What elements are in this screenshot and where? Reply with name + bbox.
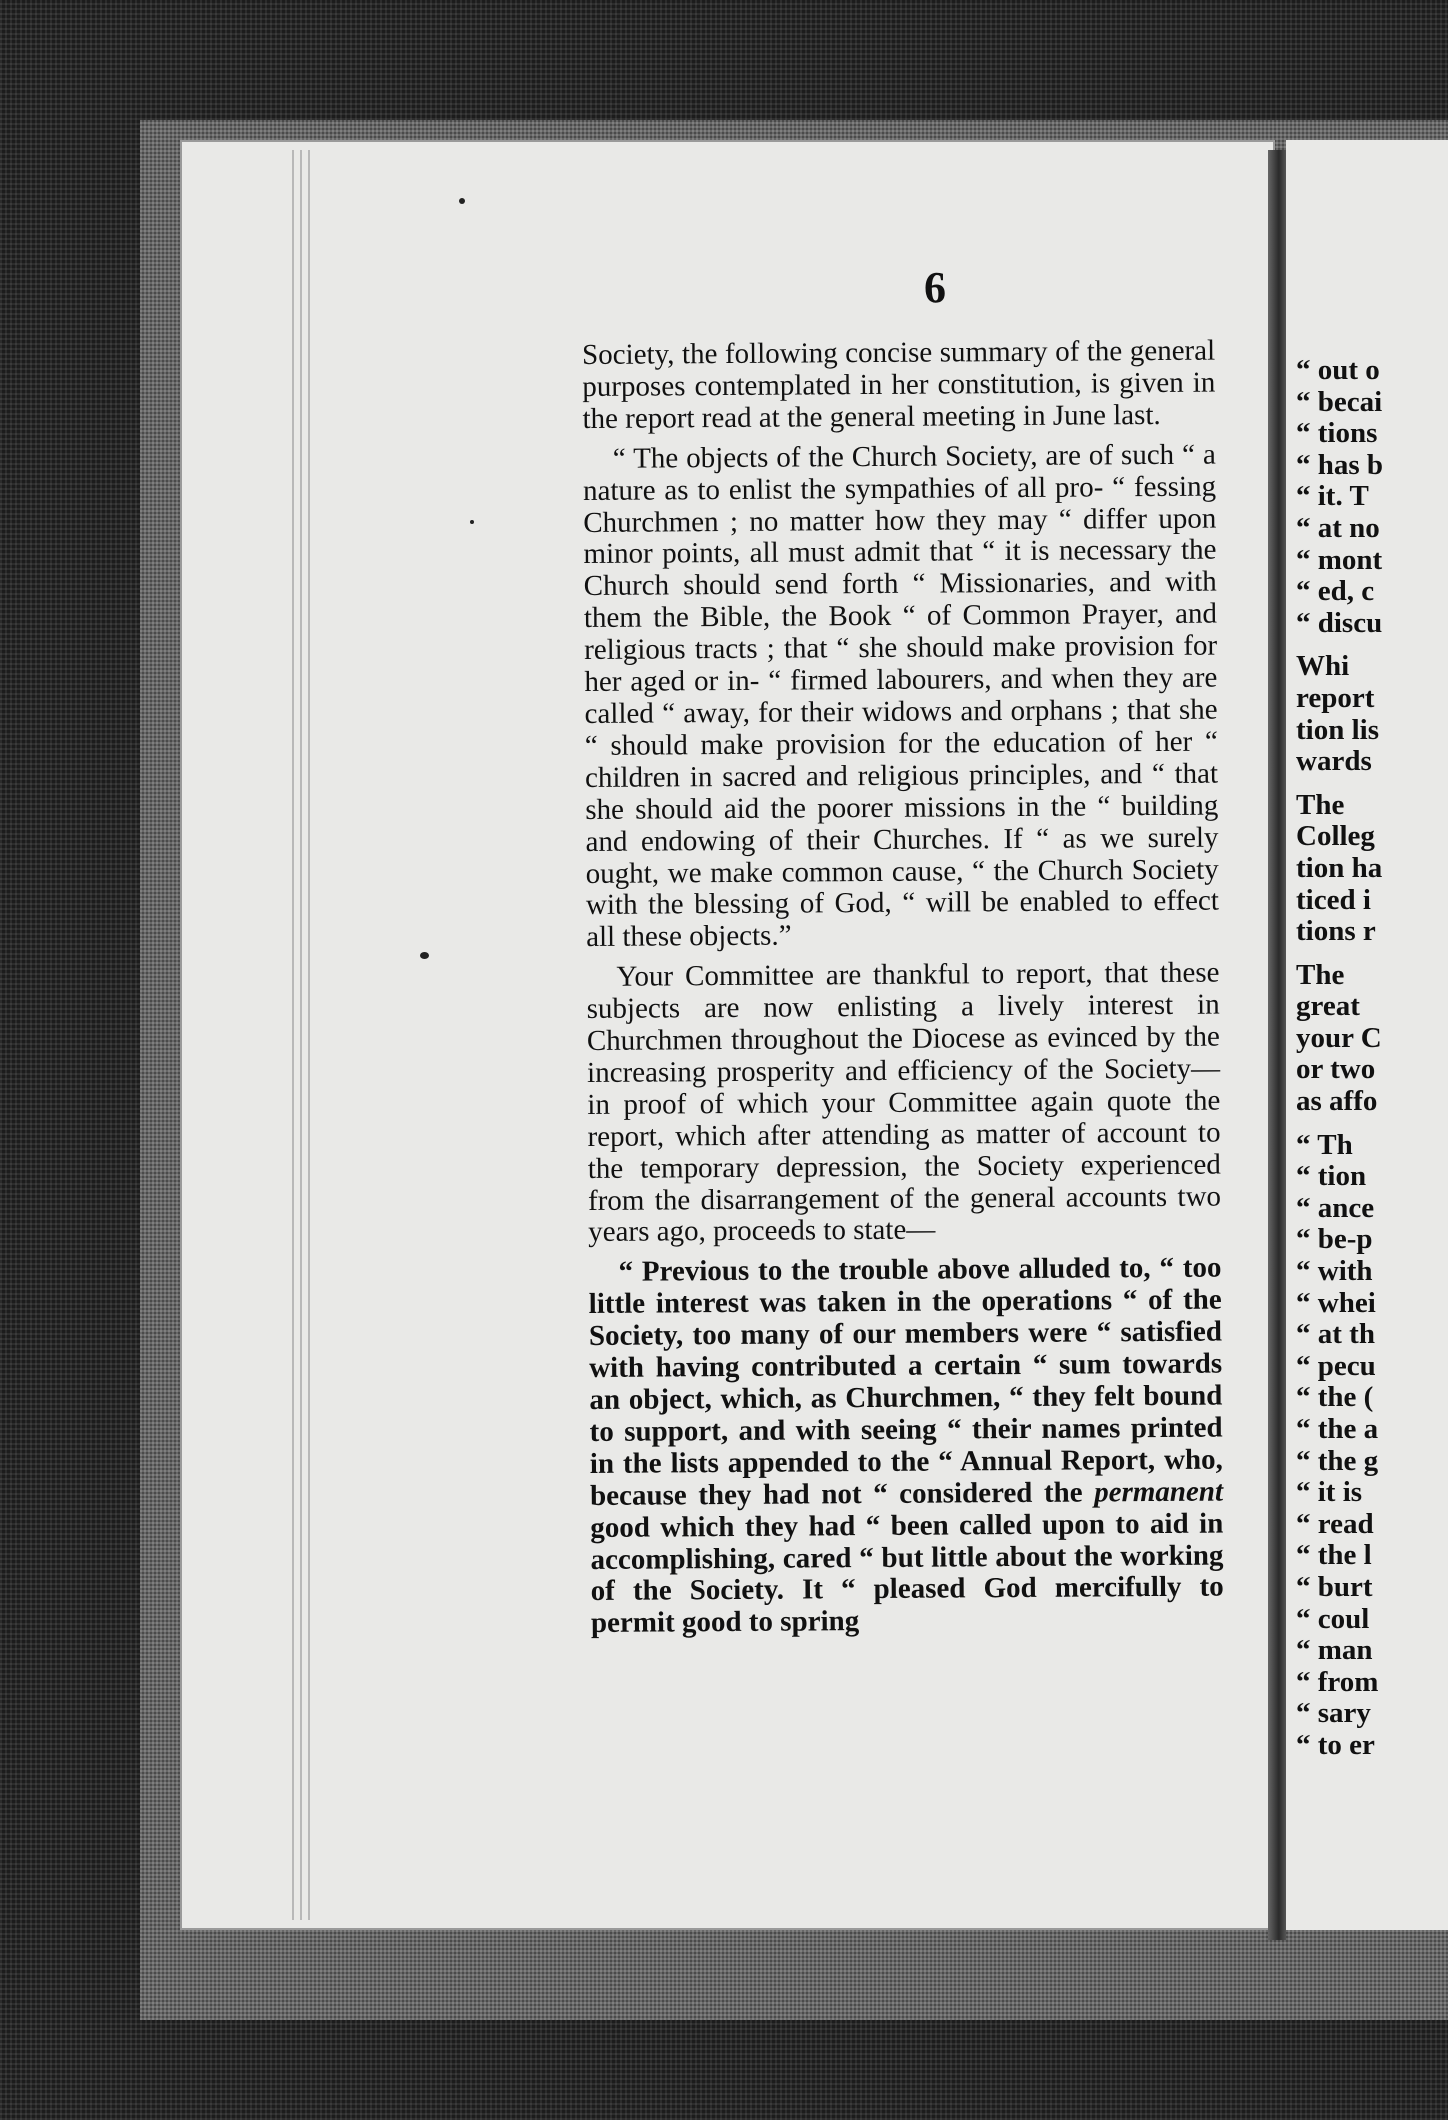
facing-page-line: “ to er: [1296, 1728, 1375, 1761]
facing-page-line: report: [1296, 681, 1375, 714]
ink-speck: [459, 198, 465, 204]
quoted-objects-paragraph: “ The objects of the Church Society, are of such “ a nature as to enlist the sympathies of all pro- “ fessing Churchmen ; no matter how they may “ differ upon minor points, all must admit that “ it is necessary the Church should send forth “ Missionaries, and with them the Bible, the Book “ of Common Prayer, and religious tracts ; that “ she should make provision for her aged or in- “ firmed labourers, and when they are called “ away, for their widows and orphans ; that she “ should make provision for the education of her “ children in sacred and religious principles, and “ that she should aid the poorer missions in the “ building and endowing of their Churches. If “ as we surely ought, we make common cause, “ the Church Society with the blessing of God, “ will be enabled to effect all these objects.”: [582, 438, 1220, 954]
facing-page-line: great: [1296, 990, 1360, 1023]
facing-page-line: “ ance: [1296, 1191, 1375, 1224]
facing-page-line: “ mont: [1296, 543, 1383, 576]
paragraph-gap: [1296, 948, 1448, 960]
page-edge-line: [292, 150, 294, 1920]
facing-page-line: “ becai: [1296, 385, 1383, 418]
facing-page-line: “ from: [1296, 1665, 1379, 1698]
committee-paragraph: Your Committee are thankful to report, that these subjects are now enlisting a lively interest in Churchmen throughout the Diocese as evinced by the increasing prosperity and efficiency of the Society—in proof of which your Committee again quote the report, which after attending as matter of account to the temporary depression, the Society experienced from the disarrangement of the general accounts two years ago, proceeds to state—: [586, 956, 1222, 1249]
facing-page-line: “ Th: [1296, 1128, 1353, 1161]
facing-page-line: “ the (: [1296, 1381, 1374, 1414]
facing-page-line: “ coul: [1296, 1602, 1370, 1635]
facing-page-line: “ discu: [1296, 606, 1383, 639]
paragraph-gap: [1296, 1118, 1448, 1130]
facing-page-line: “ with: [1296, 1255, 1373, 1288]
ink-speck: [420, 952, 429, 959]
facing-page-line: your C: [1296, 1021, 1382, 1054]
page-edge-line: [300, 150, 302, 1920]
facing-page-line: “ it. T: [1296, 480, 1369, 513]
facing-page-line: “ it is: [1296, 1476, 1363, 1509]
facing-page-line: as affo: [1296, 1085, 1378, 1118]
facing-page-line: “ be-p: [1296, 1223, 1373, 1256]
facing-page: [1286, 140, 1448, 1930]
facing-page-line: wards: [1296, 745, 1372, 778]
paragraph-text-after: good which they had “ been called upon to aid in accomplishing, cared “ but little about the working of the Society. It “ pleased God mercifully to permit good to spring: [590, 1507, 1224, 1640]
facing-page-line: “ at no: [1296, 511, 1380, 544]
facing-page-line: “ man: [1296, 1634, 1373, 1667]
emphasis-permanent: permanent: [1094, 1475, 1224, 1509]
facing-page-line: “ the a: [1296, 1413, 1379, 1445]
facing-page-line: “ tion: [1296, 1160, 1367, 1193]
facing-page-line: Whi: [1296, 650, 1350, 683]
facing-page-line: tion ha: [1296, 851, 1383, 884]
facing-page-line: “ sary: [1296, 1697, 1371, 1730]
facing-page-line: “ out o: [1296, 354, 1380, 386]
paragraph-text-before: “ Previous to the trouble above alluded to, “ too little interest was taken in the operations “ of the Society, too many of our members were “ satisfied with having contributed a certain “ sum towards an object, which, as Churchmen, “ they felt bound to support, and with seeing “ their names printed in the lists appended to the “ Annual Report, who, because they had not “ considered the: [588, 1251, 1223, 1512]
text-column: [582, 336, 1224, 1649]
facing-page-line: “ burt: [1296, 1570, 1373, 1603]
facing-page-line: tions r: [1296, 915, 1376, 948]
facing-page-line: “ the l: [1296, 1539, 1372, 1572]
intro-paragraph: Society, the following concise summary of the general purposes contemplated in her constitution, is given in the report read at the general meeting in June last.: [581, 334, 1216, 435]
ink-speck: [470, 520, 474, 524]
facing-page-line: “ read: [1296, 1507, 1374, 1540]
paragraph-gap: [1296, 778, 1448, 790]
page-edge-line: [308, 150, 310, 1920]
facing-page-text: [1296, 355, 1448, 1762]
facing-page-line: “ the g: [1296, 1444, 1379, 1477]
facing-page-line: “ tions: [1296, 417, 1378, 450]
facing-page-line: Colleg: [1296, 820, 1375, 853]
facing-page-line: tion lis: [1296, 713, 1379, 746]
facing-page-line: “ ed, c: [1296, 575, 1375, 608]
page-number: 6: [924, 263, 946, 312]
previous-trouble-paragraph: [588, 1253, 1224, 1640]
facing-page-line: The: [1296, 788, 1345, 821]
facing-page-line: or two: [1296, 1053, 1376, 1086]
facing-page-line: “ pecu: [1296, 1349, 1376, 1382]
facing-page-line: “ at th: [1296, 1318, 1375, 1351]
facing-page-line: “ whei: [1296, 1286, 1376, 1319]
facing-page-line: “ has b: [1296, 448, 1384, 481]
facing-page-line: The: [1296, 958, 1345, 991]
book-spine: [1268, 150, 1286, 1940]
facing-page-line: ticed i: [1296, 883, 1371, 916]
